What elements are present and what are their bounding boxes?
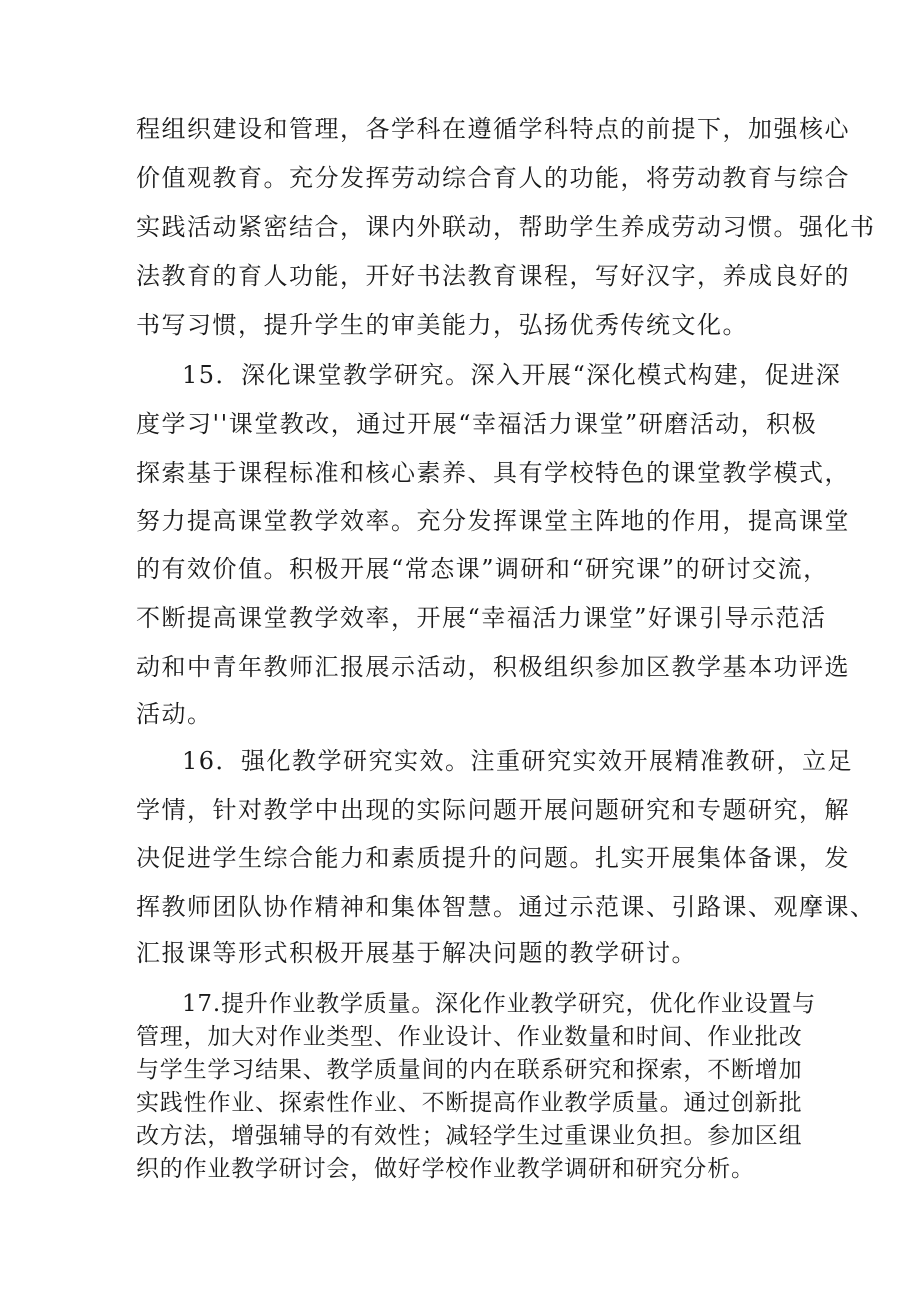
text-line: 与学生学习结果、教学质量间的内在联系研究和探索，不断增加 <box>136 1057 803 1083</box>
text-line: 努力提高课堂教学效率。充分发挥课堂主阵地的作用，提高课堂 <box>136 507 850 535</box>
text-line: 实践性作业、探索性作业、不断提高作业教学质量。通过创新批 <box>136 1090 803 1116</box>
text-line: 挥教师团队协作精神和集体智慧。通过示范课、引路课、观摩课、 <box>136 893 876 921</box>
text-line: 织的作业教学研讨会，做好学校作业教学调研和研究分析。 <box>136 1156 755 1182</box>
text-line: 书写习惯，提升学生的审美能力，弘扬优秀传统文化。 <box>136 311 748 339</box>
text-line: 活动。 <box>136 700 213 728</box>
text-line: 管理，加大对作业类型、作业设计、作业数量和时间、作业批改 <box>136 1024 803 1050</box>
text-line: 探索基于课程标准和核心素养、具有学校特色的课堂教学模式， <box>136 459 850 487</box>
text-line: 汇报课等形式积极开展基于解决问题的教学研讨。 <box>136 939 697 967</box>
text-line: 的有效价值。积极开展“常态课”调研和“研究课”的研讨交流， <box>136 555 829 583</box>
text-line: 度学习''课堂教改，通过开展“幸福活力课堂”研磨活动，积极 <box>136 410 818 438</box>
text-line: 学情，针对教学中出现的实际问题开展问题研究和专题研究，解 <box>136 796 850 824</box>
text-line: 决促进学生综合能力和素质提升的问题。扎实开展集体备课，发 <box>136 844 850 872</box>
text-line: 实践活动紧密结合，课内外联动，帮助学生养成劳动习惯。强化书 <box>136 213 876 241</box>
text-line: 动和中青年教师汇报展示活动，积极组织参加区教学基本功评选 <box>136 653 850 681</box>
text-line: 不断提高课堂教学效率，开展“幸福活力课堂”好课引导示范活 <box>136 604 827 632</box>
text-line: 价值观教育。充分发挥劳动综合育人的功能，将劳动教育与综合 <box>136 164 850 192</box>
text-line: 程组织建设和管理，各学科在遵循学科特点的前提下，加强核心 <box>136 115 850 143</box>
paragraph-heading-line: 15．深化课堂教学研究。深入开展“深化模式构建，促进深 <box>182 361 842 389</box>
text-line: 改方法，增强辅导的有效性；减轻学生过重课业负担。参加区组 <box>136 1123 803 1149</box>
paragraph-heading-line: 16．强化教学研究实效。注重研究实效开展精准教研，立足 <box>182 747 854 775</box>
text-line: 法教育的育人功能，开好书法教育课程，写好汉字，养成良好的 <box>136 262 850 290</box>
paragraph-heading-line: 17.提升作业教学质量。深化作业教学研究，优化作业设置与 <box>182 991 816 1017</box>
